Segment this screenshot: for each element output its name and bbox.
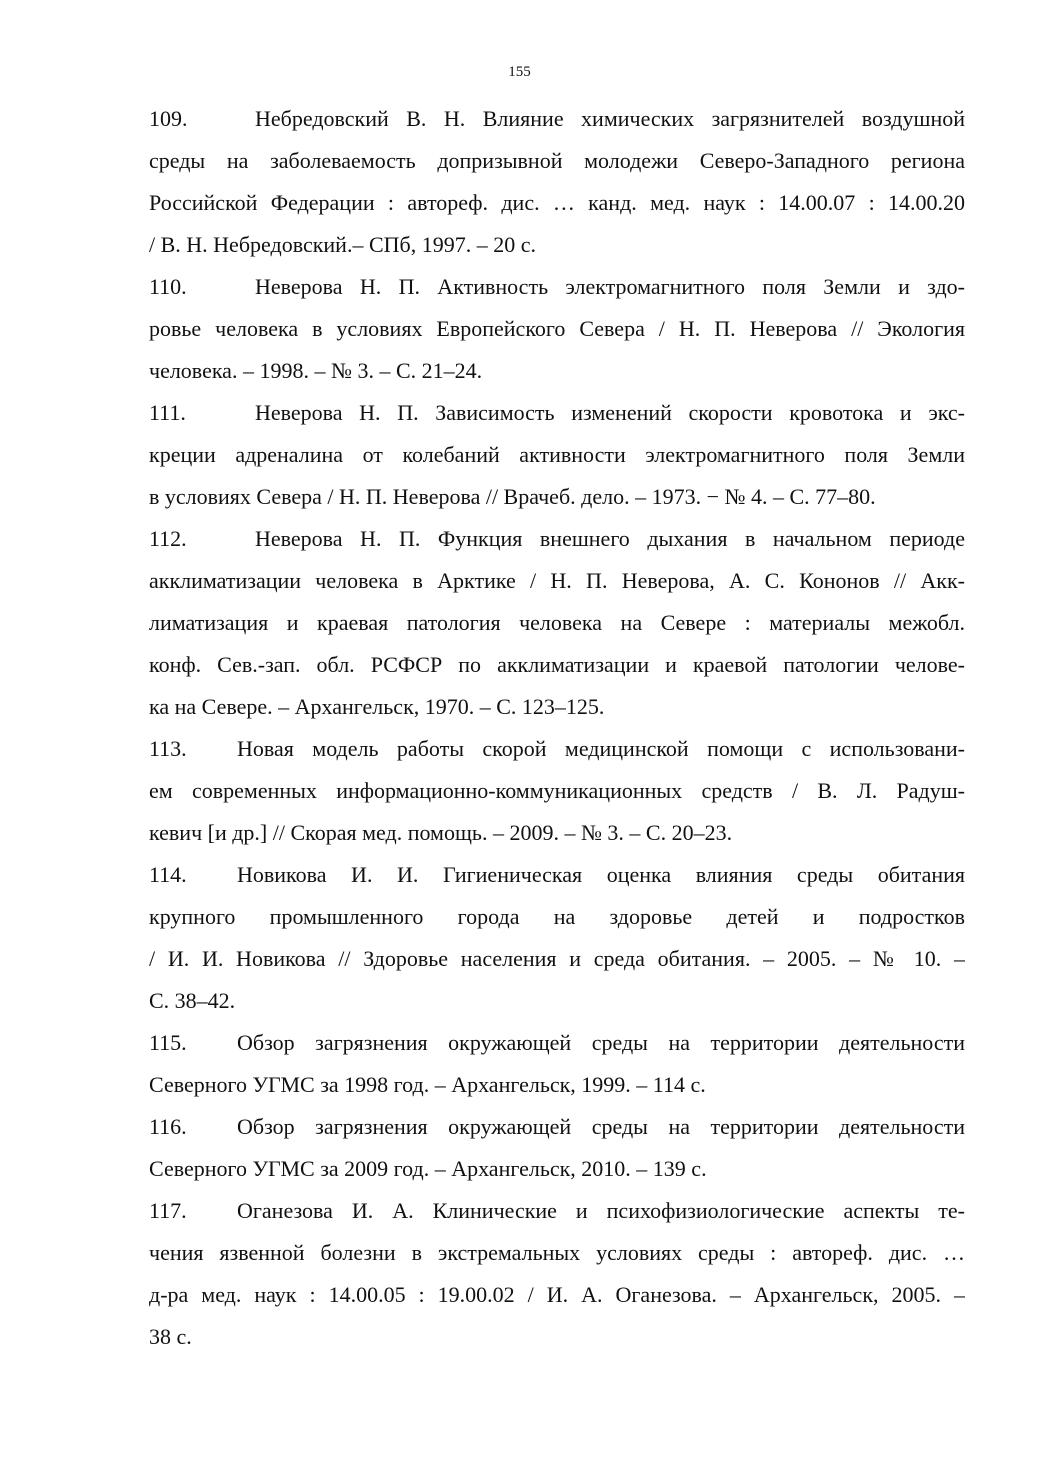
reference-text: 38 с. bbox=[149, 1324, 192, 1349]
reference-line bbox=[149, 896, 965, 938]
reference-text: чения язвенной болезни в экстремальных условиях среды : автореф. дис. … bbox=[149, 1240, 965, 1265]
reference-line bbox=[149, 1106, 965, 1148]
reference-line bbox=[149, 560, 965, 602]
reference-line bbox=[149, 812, 965, 854]
reference-entry bbox=[149, 392, 965, 518]
reference-line bbox=[149, 1190, 965, 1232]
reference-text: Небредовский В. Н. Влияние химических загрязнителей воздушной bbox=[255, 106, 965, 131]
reference-line bbox=[149, 518, 965, 560]
reference-line bbox=[149, 1316, 965, 1358]
reference-number: 109. bbox=[149, 106, 188, 131]
reference-line bbox=[149, 98, 965, 140]
reference-text: ка на Севере. – Архангельск, 1970. – С. 123–125. bbox=[149, 694, 605, 719]
reference-entry bbox=[149, 854, 965, 1022]
reference-entry bbox=[149, 98, 965, 266]
reference-number: 117. bbox=[149, 1198, 187, 1223]
reference-text: Обзор загрязнения окружающей среды на территории деятельности bbox=[237, 1114, 965, 1139]
reference-entry bbox=[149, 728, 965, 854]
reference-text: ем современных информационно-коммуникационных средств / В. Л. Радуш- bbox=[149, 778, 965, 803]
reference-text: конф. Сев.-зап. обл. РСФСР по акклиматизации и краевой патологии челове- bbox=[149, 652, 965, 677]
reference-text: Обзор загрязнения окружающей среды на территории деятельности bbox=[237, 1030, 965, 1055]
reference-text: / И. И. Новикова // Здоровье населения и среда обитания. – 2005. – № 10. – bbox=[149, 946, 965, 971]
reference-line bbox=[149, 602, 965, 644]
reference-line bbox=[149, 980, 965, 1022]
reference-text: ровье человека в условиях Европейского Севера / Н. П. Неверова // Экология bbox=[149, 316, 965, 341]
reference-text: креции адреналина от колебаний активности электромагнитного поля Земли bbox=[149, 442, 965, 467]
reference-line bbox=[149, 434, 965, 476]
reference-entry bbox=[149, 266, 965, 392]
reference-line bbox=[149, 224, 965, 266]
reference-line bbox=[149, 1148, 965, 1190]
reference-number: 111. bbox=[149, 400, 186, 425]
reference-line bbox=[149, 476, 965, 518]
reference-line bbox=[149, 770, 965, 812]
reference-text: С. 38–42. bbox=[149, 988, 236, 1013]
reference-text: / В. Н. Небредовский.– СПб, 1997. – 20 с. bbox=[149, 232, 536, 257]
reference-text: акклиматизации человека в Арктике / Н. П. Неверова, А. С. Кононов // Акк- bbox=[149, 568, 965, 593]
reference-number: 112. bbox=[149, 526, 187, 551]
reference-text: Неверова Н. П. Функция внешнего дыхания в начальном периоде bbox=[255, 526, 965, 551]
reference-number: 113. bbox=[149, 736, 187, 761]
reference-line bbox=[149, 266, 965, 308]
reference-text: Российской Федерации : автореф. дис. … канд. мед. наук : 14.00.07 : 14.00.20 bbox=[149, 190, 965, 215]
reference-line bbox=[149, 1274, 965, 1316]
reference-text: Неверова Н. П. Зависимость изменений скорости кровотока и экс- bbox=[255, 400, 965, 425]
reference-number: 115. bbox=[149, 1030, 187, 1055]
reference-line bbox=[149, 644, 965, 686]
reference-text: Северного УГМС за 1998 год. – Архангельск, 1999. – 114 с. bbox=[149, 1072, 706, 1097]
reference-text: в условиях Севера / Н. П. Неверова // Врачеб. дело. – 1973. − № 4. – С. 77–80. bbox=[149, 484, 876, 509]
reference-text: кевич [и др.] // Скорая мед. помощь. – 2009. – № 3. – С. 20–23. bbox=[149, 820, 733, 845]
reference-line bbox=[149, 686, 965, 728]
reference-line bbox=[149, 1064, 965, 1106]
reference-line bbox=[149, 308, 965, 350]
reference-line bbox=[149, 1022, 965, 1064]
reference-line bbox=[149, 728, 965, 770]
reference-text: крупного промышленного города на здоровье детей и подростков bbox=[149, 904, 965, 929]
reference-line bbox=[149, 392, 965, 434]
reference-entry bbox=[149, 1106, 965, 1190]
page-number: 155 bbox=[508, 64, 531, 80]
reference-text: среды на заболеваемость допризывной молодежи Северо-Западного региона bbox=[149, 148, 965, 173]
reference-number: 110. bbox=[149, 274, 187, 299]
reference-line bbox=[149, 938, 965, 980]
reference-text: Неверова Н. П. Активность электромагнитного поля Земли и здо- bbox=[255, 274, 965, 299]
reference-line bbox=[149, 1232, 965, 1274]
reference-entry bbox=[149, 518, 965, 728]
reference-text: Оганезова И. А. Клинические и психофизиологические аспекты те- bbox=[237, 1198, 965, 1223]
reference-line bbox=[149, 140, 965, 182]
reference-text: Новая модель работы скорой медицинской помощи с использовани- bbox=[237, 736, 965, 761]
reference-text: человека. – 1998. – № 3. – С. 21–24. bbox=[149, 358, 483, 383]
reference-line bbox=[149, 182, 965, 224]
reference-list bbox=[149, 98, 965, 1358]
reference-number: 116. bbox=[149, 1114, 187, 1139]
reference-text: лиматизация и краевая патология человека на Севере : материалы межобл. bbox=[149, 610, 965, 635]
reference-line bbox=[149, 854, 965, 896]
reference-text: Новикова И. И. Гигиеническая оценка влияния среды обитания bbox=[237, 862, 965, 887]
reference-text: д-ра мед. наук : 14.00.05 : 19.00.02 / И. А. Оганезова. – Архангельск, 2005. – bbox=[149, 1282, 965, 1307]
reference-line bbox=[149, 350, 965, 392]
reference-number: 114. bbox=[149, 862, 187, 887]
reference-entry bbox=[149, 1190, 965, 1358]
reference-entry bbox=[149, 1022, 965, 1106]
reference-text: Северного УГМС за 2009 год. – Архангельск, 2010. – 139 с. bbox=[149, 1156, 707, 1181]
